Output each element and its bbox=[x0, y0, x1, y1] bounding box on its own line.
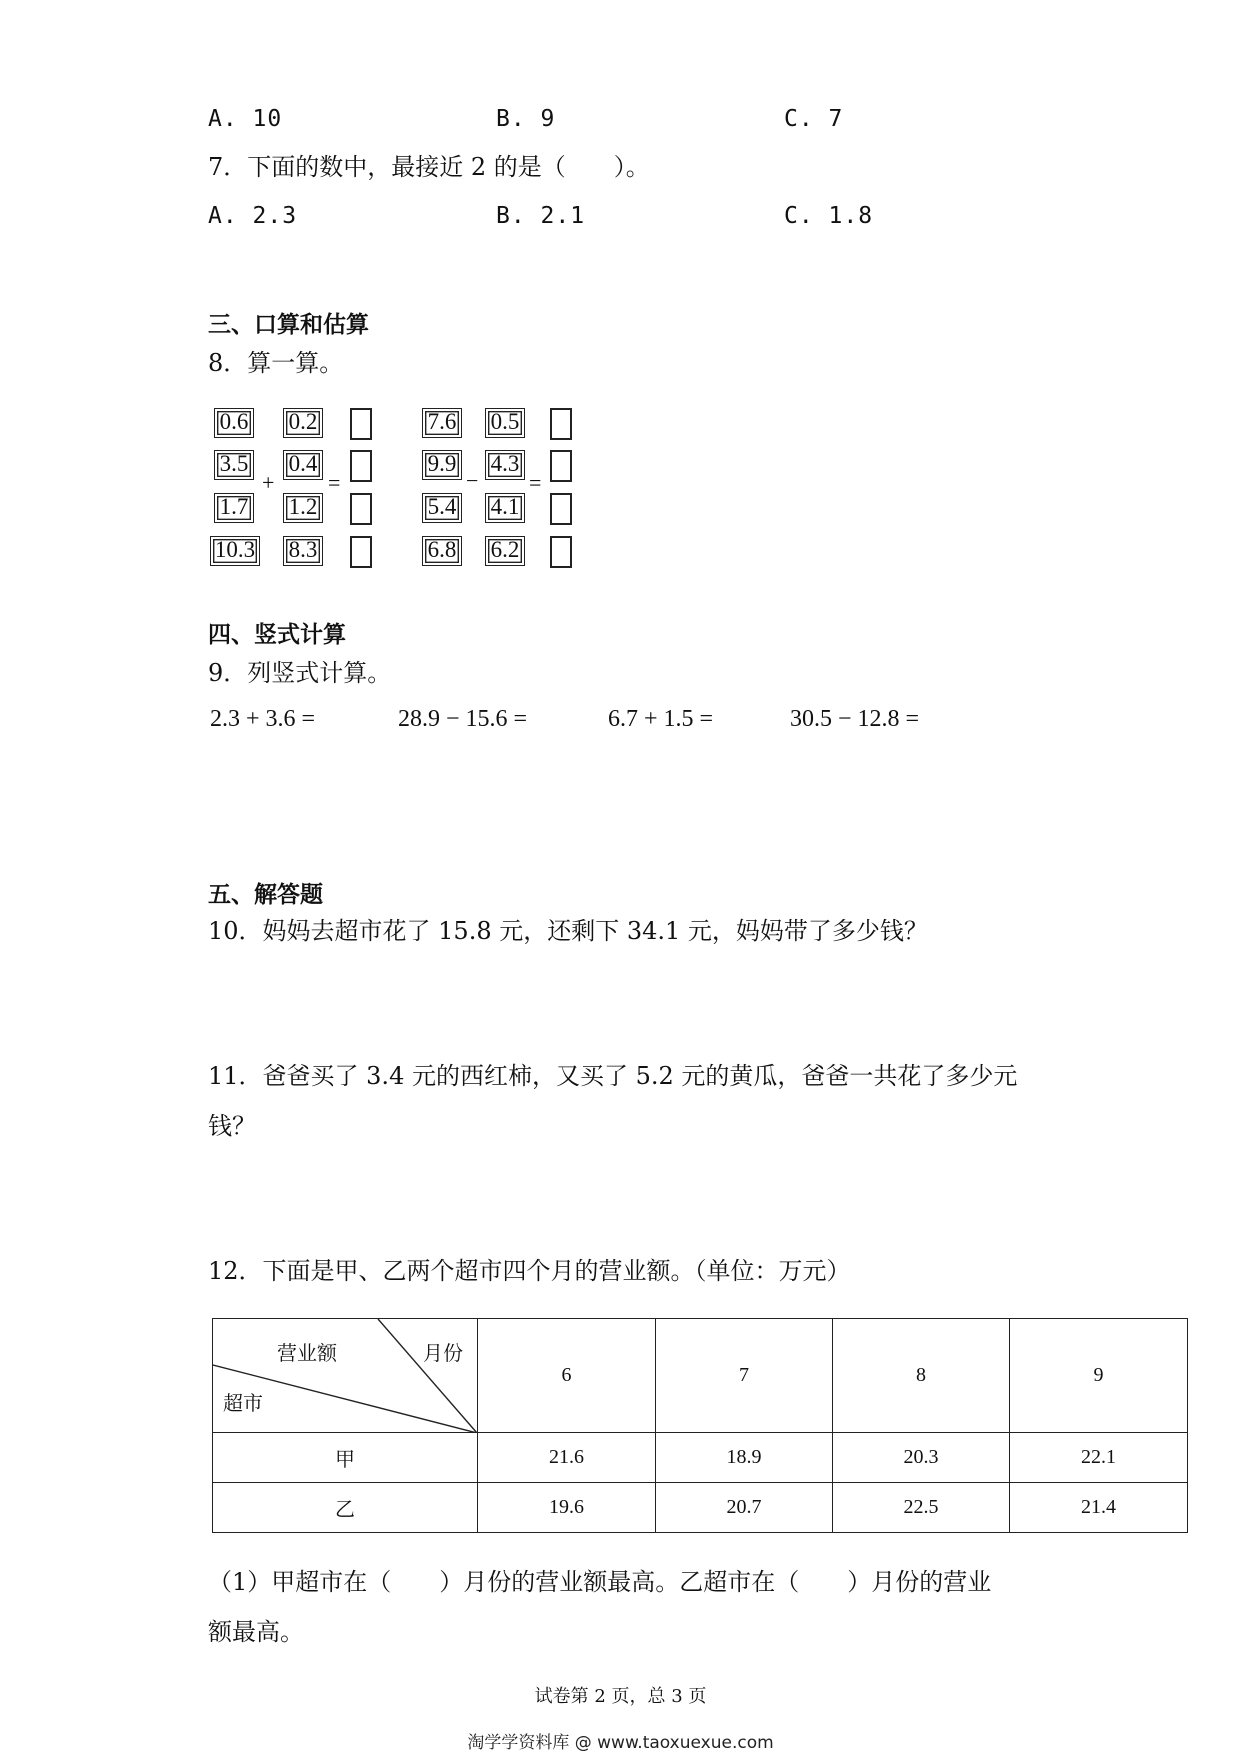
q9-question: 9．列竖式计算。 bbox=[208, 659, 392, 687]
minus-left-2: 9.9 bbox=[422, 450, 462, 480]
plus-left-4: 10.3 bbox=[210, 536, 260, 566]
sales-value: 20.3 bbox=[833, 1433, 1010, 1483]
vertical-calc-4: 30.5 − 12.8 = bbox=[790, 706, 920, 732]
plus-left-3: 1.7 bbox=[214, 493, 254, 523]
q12-1-line1: （1）甲超市在（ ）月份的营业额最高。乙超市在（ ）月份的营业 bbox=[208, 1568, 992, 1596]
minus-left-4: 6.8 bbox=[422, 536, 462, 566]
plus-answer-box-1[interactable] bbox=[350, 408, 372, 440]
market-name: 乙 bbox=[213, 1483, 478, 1533]
minus-right-4: 6.2 bbox=[485, 536, 525, 566]
plus-left-1: 0.6 bbox=[214, 408, 254, 438]
sales-value: 21.6 bbox=[478, 1433, 656, 1483]
vertical-calc-1: 2.3 + 3.6 = bbox=[210, 706, 316, 732]
sales-value: 22.5 bbox=[833, 1483, 1010, 1533]
q7-option-c: C. 1.8 bbox=[784, 203, 874, 229]
plus-right-4: 8.3 bbox=[283, 536, 323, 566]
q7-option-b: B. 2.1 bbox=[496, 203, 586, 229]
page-footer: 试卷第 2 页，总 3 页 bbox=[534, 1686, 707, 1707]
minus-right-3: 4.1 bbox=[485, 493, 525, 523]
q7-option-a: A. 2.3 bbox=[208, 203, 298, 229]
minus-answer-box-2[interactable] bbox=[550, 450, 572, 482]
q10-question: 10．妈妈去超市花了 15.8 元，还剩下 34.1 元，妈妈带了多少钱？ bbox=[208, 917, 928, 945]
market-name: 甲 bbox=[213, 1433, 478, 1483]
month-header: 7 bbox=[656, 1319, 833, 1433]
plus-right-1: 0.2 bbox=[283, 408, 323, 438]
month-header: 8 bbox=[833, 1319, 1010, 1433]
sales-table bbox=[212, 1318, 1188, 1533]
sales-value: 18.9 bbox=[656, 1433, 833, 1483]
sales-value: 21.4 bbox=[1010, 1483, 1188, 1533]
q6-option-c: C. 7 bbox=[784, 106, 844, 132]
vertical-calc-3: 6.7 + 1.5 = bbox=[608, 706, 714, 732]
month-header: 6 bbox=[478, 1319, 656, 1433]
q6-option-a: A. 10 bbox=[208, 106, 283, 132]
plus-answer-box-2[interactable] bbox=[350, 450, 372, 482]
q12-question: 12．下面是甲、乙两个超市四个月的营业额。（单位：万元） bbox=[208, 1257, 851, 1285]
q12-1-line2: 额最高。 bbox=[208, 1618, 304, 1646]
minus-answer-box-1[interactable] bbox=[550, 408, 572, 440]
q6-option-b: B. 9 bbox=[496, 106, 556, 132]
diagonal-header-cell bbox=[213, 1319, 478, 1433]
minus-left-1: 7.6 bbox=[422, 408, 462, 438]
header-sales-label: 营业额 bbox=[277, 1341, 337, 1365]
sales-value: 20.7 bbox=[656, 1483, 833, 1533]
minus-right-1: 0.5 bbox=[485, 408, 525, 438]
minus-left-3: 5.4 bbox=[422, 493, 462, 523]
section-3-title: 三、口算和估算 bbox=[208, 312, 369, 338]
minus-equals-sign: = bbox=[529, 470, 542, 495]
month-header: 9 bbox=[1010, 1319, 1188, 1433]
table-row bbox=[213, 1433, 1188, 1483]
minus-right-2: 4.3 bbox=[485, 450, 525, 480]
plus-left-2: 3.5 bbox=[214, 450, 254, 480]
plus-equals-sign: = bbox=[328, 470, 341, 495]
section-4-title: 四、竖式计算 bbox=[208, 622, 346, 648]
q7-question: 7．下面的数中，最接近 2 的是（ ）。 bbox=[208, 153, 650, 181]
q8-question: 8．算一算。 bbox=[208, 349, 344, 377]
site-watermark: 淘学学资料库 @ www.taoxuexue.com bbox=[467, 1733, 774, 1753]
plus-right-3: 1.2 bbox=[283, 493, 323, 523]
plus-answer-box-3[interactable] bbox=[350, 493, 372, 525]
plus-right-2: 0.4 bbox=[283, 450, 323, 480]
vertical-calc-2: 28.9 − 15.6 = bbox=[398, 706, 528, 732]
table-row bbox=[213, 1483, 1188, 1533]
minus-answer-box-4[interactable] bbox=[550, 536, 572, 568]
minus-sign: − bbox=[466, 468, 479, 493]
header-month-label: 月份 bbox=[423, 1341, 463, 1365]
sales-value: 22.1 bbox=[1010, 1433, 1188, 1483]
minus-answer-box-3[interactable] bbox=[550, 493, 572, 525]
header-market-label: 超市 bbox=[223, 1391, 263, 1415]
plus-answer-box-4[interactable] bbox=[350, 536, 372, 568]
section-5-title: 五、解答题 bbox=[208, 882, 323, 908]
plus-sign: + bbox=[262, 470, 275, 495]
sales-value: 19.6 bbox=[478, 1483, 656, 1533]
q11-question-line2: 钱？ bbox=[208, 1112, 256, 1140]
q11-question-line1: 11．爸爸买了 3.4 元的西红柿，又买了 5.2 元的黄瓜，爸爸一共花了多少元 bbox=[208, 1062, 1018, 1090]
